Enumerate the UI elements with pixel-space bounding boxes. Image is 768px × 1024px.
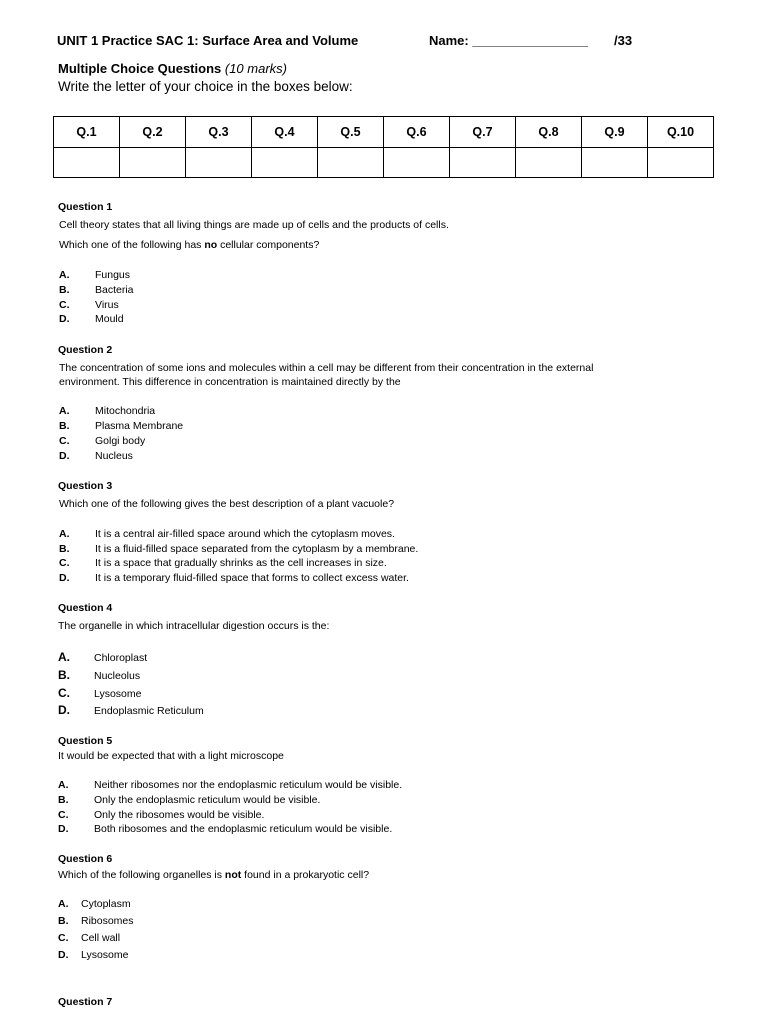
- option-letter: C.: [59, 299, 70, 311]
- option-text: Lysosome: [94, 688, 142, 700]
- option-letter: D.: [59, 450, 70, 462]
- option-text: Mitochondria: [95, 405, 156, 417]
- answer-col-header: Q.3: [186, 117, 252, 148]
- name-field[interactable]: Name: ________________: [429, 33, 589, 48]
- option-text: Cytoplasm: [81, 898, 131, 910]
- option-text: It is a central air-filled space around which the cytoplasm moves.: [95, 528, 395, 540]
- option-letter: B.: [58, 794, 69, 806]
- option-letter: C.: [58, 686, 70, 700]
- answer-col-header: Q.7: [450, 117, 516, 148]
- option-text: Neither ribosomes nor the endoplasmic reticulum would be visible.: [94, 779, 403, 791]
- option-letter: A.: [58, 650, 70, 664]
- option-letter: C.: [59, 435, 70, 447]
- question-3-title: Question 3: [58, 480, 113, 492]
- prompt-part: cellular components?: [217, 239, 320, 251]
- question-2-text-line1: The concentration of some ions and molecules within a cell may be different from their concentration in the external: [59, 362, 594, 374]
- answer-box-q3[interactable]: [186, 148, 252, 178]
- option-text: Chloroplast: [94, 652, 148, 664]
- option-letter: A.: [59, 405, 70, 417]
- answer-box-q2[interactable]: [120, 148, 186, 178]
- question-5-text: It would be expected that with a light microscope: [58, 750, 284, 762]
- answer-table-input-row: [54, 148, 714, 178]
- question-4-text: The organelle in which intracellular digestion occurs is the:: [58, 620, 330, 632]
- answer-box-q4[interactable]: [252, 148, 318, 178]
- option-text: Fungus: [95, 269, 131, 281]
- question-5-title: Question 5: [58, 735, 113, 747]
- prompt-part: Which of the following organelles is: [58, 869, 225, 881]
- option-text: Only the endoplasmic reticulum would be visible.: [94, 794, 321, 806]
- option-text: Lysosome: [81, 949, 129, 961]
- option-letter: D.: [58, 823, 69, 835]
- question-7-title: Question 7: [58, 996, 113, 1008]
- option-text: It is a fluid-filled space separated from the cytoplasm by a membrane.: [95, 543, 419, 555]
- answer-box-q5[interactable]: [318, 148, 384, 178]
- option-letter: B.: [59, 543, 70, 555]
- option-text: Endoplasmic Reticulum: [94, 705, 204, 717]
- question-3-text: Which one of the following gives the best description of a plant vacuole?: [59, 498, 395, 510]
- prompt-emphasis: not: [224, 869, 242, 881]
- answer-col-header: Q.4: [252, 117, 318, 148]
- option-text: Only the ribosomes would be visible.: [94, 809, 265, 821]
- option-letter: D.: [58, 703, 70, 717]
- option-letter: B.: [58, 915, 69, 927]
- answer-table-header-row: [54, 117, 714, 148]
- option-text: Golgi body: [95, 435, 146, 447]
- question-1-text: Cell theory states that all living things are made up of cells and the products of cells.: [59, 219, 449, 231]
- answer-box-q7[interactable]: [450, 148, 516, 178]
- option-letter: B.: [59, 420, 70, 432]
- answer-col-header: Q.6: [384, 117, 450, 148]
- option-text: Nucleus: [95, 450, 133, 462]
- option-letter: D.: [59, 572, 70, 584]
- option-text: It is a temporary fluid-filled space that forms to collect excess water.: [95, 572, 409, 584]
- option-letter: A.: [58, 779, 69, 791]
- answer-col-header: Q.9: [582, 117, 648, 148]
- answer-box-q6[interactable]: [384, 148, 450, 178]
- question-2-text-line2: environment. This difference in concentration is maintained directly by the: [59, 376, 401, 388]
- option-letter: C.: [58, 932, 69, 944]
- option-letter: D.: [58, 949, 69, 961]
- mc-section-heading: [58, 61, 287, 76]
- option-text: Bacteria: [95, 284, 134, 296]
- option-letter: A.: [58, 898, 69, 910]
- answer-col-header: Q.8: [516, 117, 582, 148]
- worksheet-title: UNIT 1 Practice SAC 1: Surface Area and Volume: [57, 33, 359, 48]
- option-letter: B.: [58, 668, 70, 682]
- question-4-title: Question 4: [58, 602, 113, 614]
- answer-table: [53, 116, 714, 178]
- prompt-emphasis: no: [204, 239, 218, 251]
- answer-col-header: Q.2: [120, 117, 186, 148]
- answer-col-header: Q.10: [648, 117, 714, 148]
- option-text: Plasma Membrane: [95, 420, 184, 432]
- answer-box-q9[interactable]: [582, 148, 648, 178]
- option-text: Mould: [95, 313, 124, 325]
- option-letter: A.: [59, 528, 70, 540]
- option-letter: C.: [58, 809, 69, 821]
- answer-box-q10[interactable]: [648, 148, 714, 178]
- option-letter: D.: [59, 313, 70, 325]
- prompt-part: found in a prokaryotic cell?: [241, 869, 370, 881]
- prompt-part: Which one of the following has: [59, 239, 205, 251]
- option-text: Both ribosomes and the endoplasmic reticulum would be visible.: [94, 823, 393, 835]
- mc-heading-text: Multiple Choice Questions: [58, 61, 222, 76]
- answer-box-q1[interactable]: [54, 148, 120, 178]
- question-1-title: Question 1: [58, 201, 113, 213]
- option-text: It is a space that gradually shrinks as the cell increases in size.: [95, 557, 387, 569]
- option-letter: C.: [59, 557, 70, 569]
- question-1-prompt: [59, 238, 319, 253]
- option-text: Virus: [95, 299, 119, 311]
- question-6-title: Question 6: [58, 853, 113, 865]
- option-letter: A.: [59, 269, 70, 281]
- option-text: Nucleolus: [94, 670, 141, 682]
- question-6-prompt: [58, 868, 369, 883]
- option-text: Cell wall: [81, 932, 121, 944]
- answer-box-q8[interactable]: [516, 148, 582, 178]
- answer-col-header: Q.1: [54, 117, 120, 148]
- question-2-title: Question 2: [58, 344, 113, 356]
- option-letter: B.: [59, 284, 70, 296]
- page-header: [57, 33, 717, 53]
- answer-col-header: Q.5: [318, 117, 384, 148]
- option-text: Ribosomes: [81, 915, 134, 927]
- total-score: /33: [614, 33, 633, 48]
- mc-marks: (10 marks): [224, 61, 287, 76]
- mc-instruction: Write the letter of your choice in the boxes below:: [58, 79, 353, 94]
